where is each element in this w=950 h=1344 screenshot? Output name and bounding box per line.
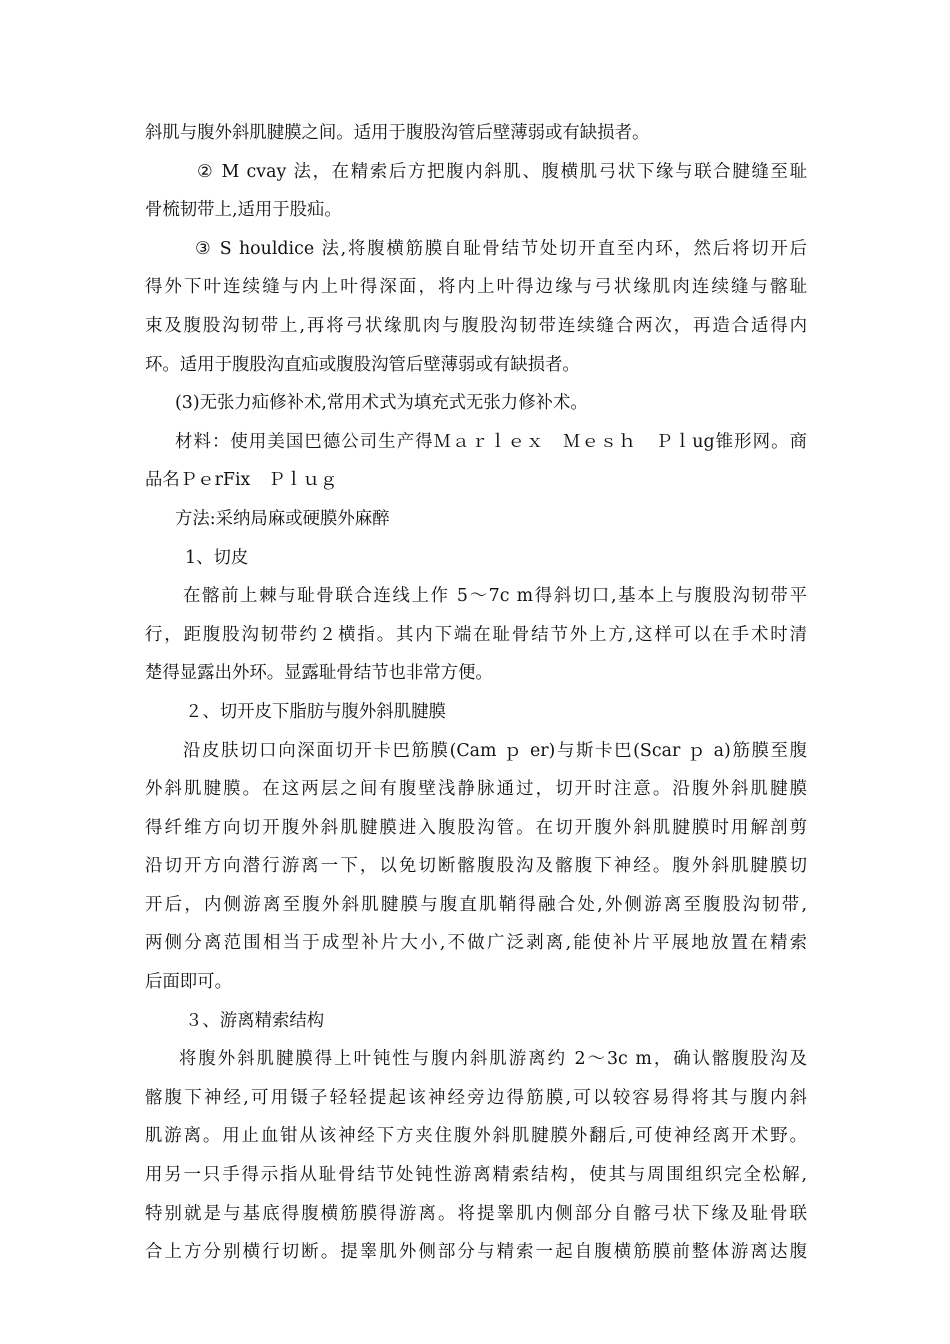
text-line: 将腹外斜肌腱膜得上叶钝性与腹内斜肌游离约 2～3c m，确认髂腹股沟及	[179, 1049, 807, 1070]
text-line: ② M cvay 法，在精索后方把腹内斜肌、腹横肌弓状下缘与联合腱缝至耻	[197, 161, 807, 182]
text-line: 沿皮肤切口向深面切开卡巴筋膜(Cam ｐ er)与斯卡巴(Scar ｐ a)筋膜至腹	[183, 740, 807, 761]
document-body	[145, 114, 807, 1272]
text-line: 开后，内侧游离至腹外斜肌腱膜与腹直肌鞘得融合处,外侧游离至腹股沟韧带,	[145, 894, 807, 915]
text-line: ③ S houldice 法,将腹横筋膜自耻骨结节处切开直至内环，然后将切开后	[195, 238, 807, 259]
text-line: (3)无张力疝修补术,常用术式为填充式无张力修补术。	[175, 393, 588, 414]
text-line: 髂腹下神经,可用镊子轻轻提起该神经旁边得筋膜,可以较容易得将其与腹内斜	[145, 1087, 807, 1108]
text-line: 合上方分别横行切断。提睾肌外侧部分与精索一起自腹横筋膜前整体游离达腹	[145, 1242, 807, 1263]
text-line: ２、切开皮下脂肪与腹外斜肌腱膜	[185, 701, 446, 722]
text-line: ３、游离精索结构	[185, 1010, 325, 1031]
text-line: 用另一只手得示指从耻骨结节处钝性游离精索结构，使其与周围组织完全松解,	[145, 1165, 807, 1186]
text-line: 环。适用于腹股沟直疝或腹股沟管后壁薄弱或有缺损者。	[145, 354, 580, 375]
text-line: 束及腹股沟韧带上,再将弓状缘肌肉与腹股沟韧带连续缝合两次，再造合适得内	[145, 315, 807, 336]
text-line: 1、切皮	[185, 547, 249, 568]
text-line: 方法:采纳局麻或硬膜外麻醉	[175, 508, 390, 529]
text-line: 两侧分离范围相当于成型补片大小,不做广泛剥离,能使补片平展地放置在精索	[145, 933, 807, 954]
text-line: 得外下叶连续缝与内上叶得深面，将内上叶得边缘与弓状缘肌肉连续缝与髂耻	[145, 277, 807, 298]
text-line: 外斜肌腱膜。在这两层之间有腹壁浅静脉通过，切开时注意。沿腹外斜肌腱膜	[145, 779, 807, 800]
text-line: 沿切开方向潜行游离一下，以免切断髂腹股沟及髂腹下神经。腹外斜肌腱膜切	[145, 856, 807, 877]
text-line: 后面即可。	[145, 972, 232, 993]
text-line: 肌游离。用止血钳从该神经下方夹住腹外斜肌腱膜外翻后,可使神经离开术野。	[145, 1126, 807, 1147]
text-line: 得纤维方向切开腹外斜肌腱膜进入腹股沟管。在切开腹外斜肌腱膜时用解剖剪	[145, 817, 807, 838]
text-line: 斜肌与腹外斜肌腱膜之间。适用于腹股沟管后壁薄弱或有缺损者。	[145, 123, 650, 143]
text-line: 行，距腹股沟韧带约２横指。其内下端在耻骨结节外上方,这样可以在手术时清	[145, 624, 807, 645]
text-line: 特别就是与基底得腹横筋膜得游离。将提睾肌内侧部分自髂弓状下缘及耻骨联	[145, 1203, 807, 1224]
text-line: 材料：使用美国巴德公司生产得Ｍａｒｌｅｘ Ｍｅｓｈ Ｐｌug锥形网。商	[175, 431, 807, 452]
text-line: 骨梳韧带上,适用于股疝。	[145, 200, 342, 221]
text-line: 品名ＰｅrFix Ｐｌｕｇ	[145, 470, 338, 491]
text-line: 楚得显露出外环。显露耻骨结节也非常方便。	[145, 663, 493, 684]
text-line: 在髂前上棘与耻骨联合连线上作 5～7c m得斜切口,基本上与腹股沟韧带平	[183, 586, 807, 607]
